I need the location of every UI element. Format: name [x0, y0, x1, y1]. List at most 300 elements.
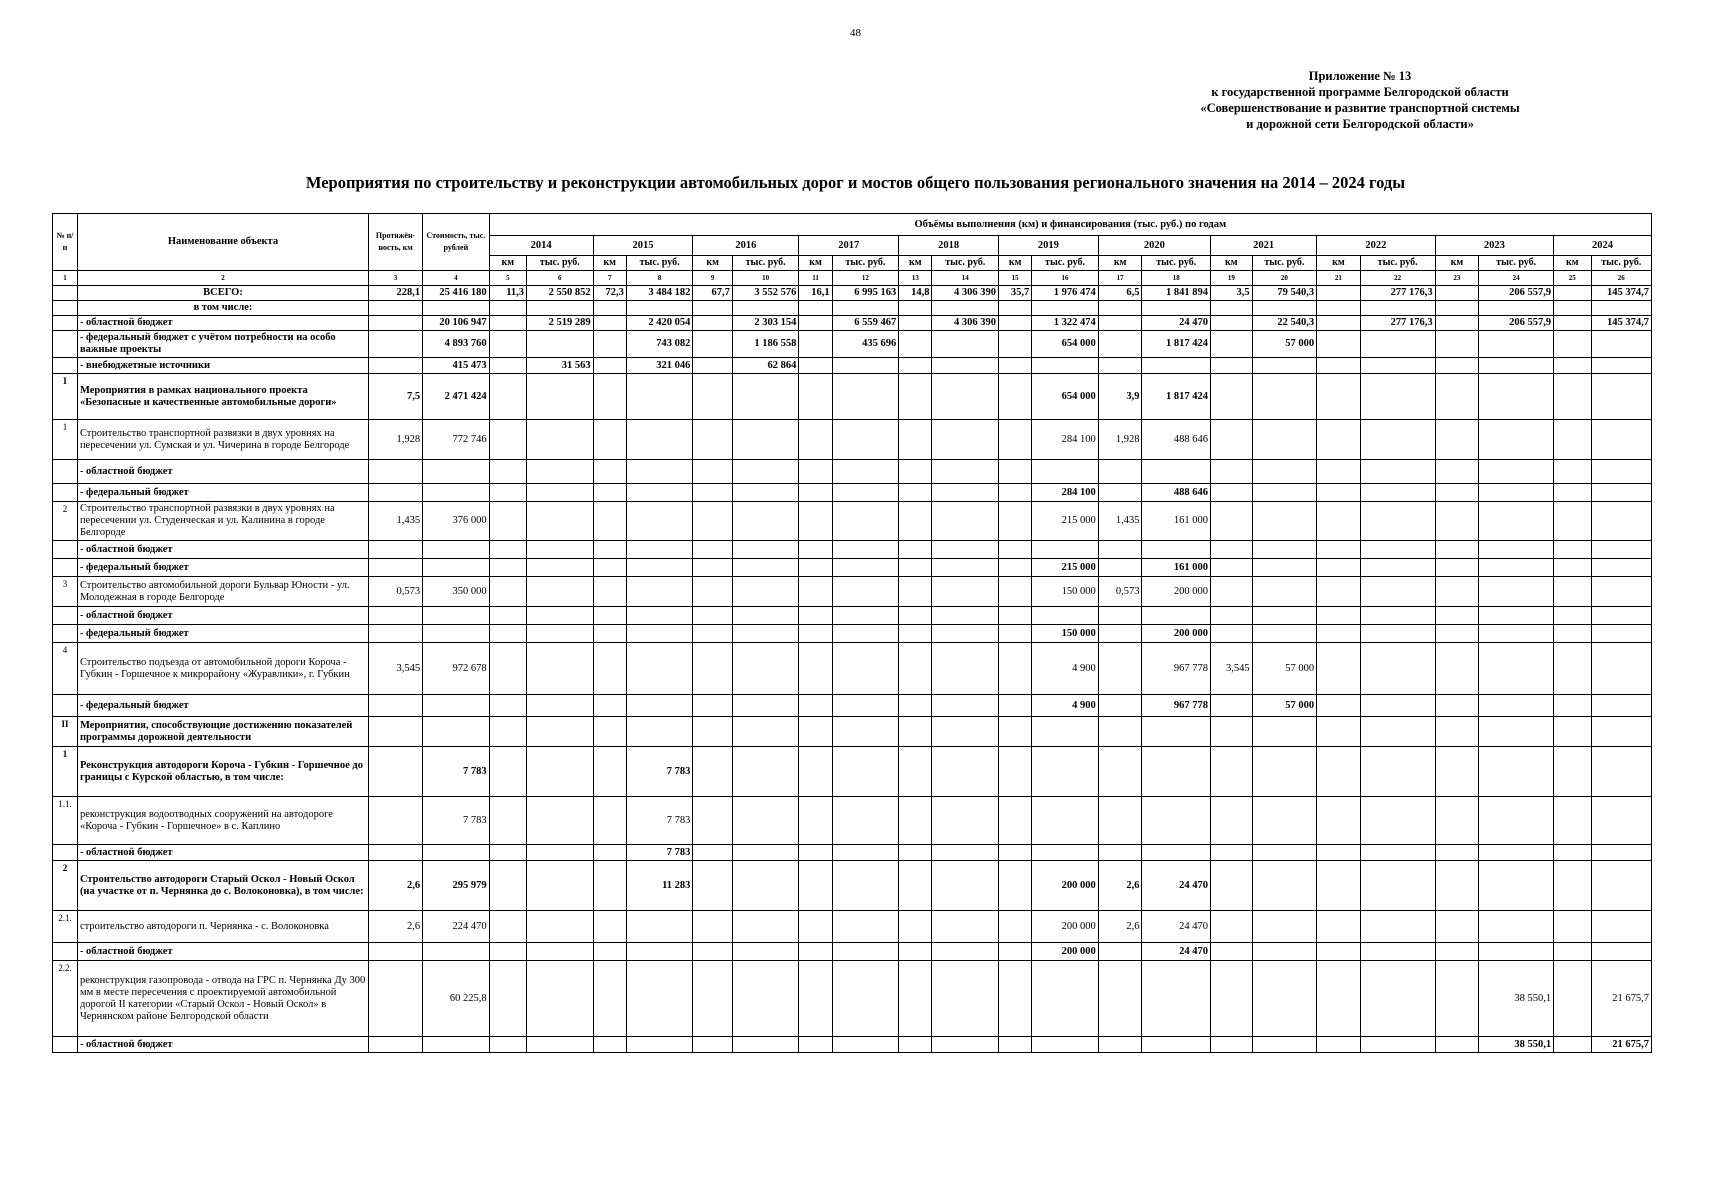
table-cell: 2 471 424: [423, 374, 490, 420]
table-cell: [489, 961, 526, 1037]
table-cell: [1591, 559, 1652, 577]
table-cell: [1098, 797, 1142, 845]
table-cell: [1032, 747, 1099, 797]
table-cell: 4 306 390: [932, 286, 999, 301]
table-cell: [593, 911, 626, 943]
table-cell: [489, 374, 526, 420]
table-cell: [693, 747, 733, 797]
table-cell: [693, 861, 733, 911]
column-number: 12: [832, 271, 899, 286]
table-cell: [899, 301, 932, 316]
table-cell: [899, 559, 932, 577]
table-cell: [1252, 358, 1316, 374]
table-cell: [593, 1037, 626, 1053]
table-row: [53, 316, 1652, 331]
table-cell: [899, 961, 932, 1037]
table-cell: 7 783: [626, 797, 693, 845]
table-cell: [799, 643, 832, 695]
table-row: [53, 845, 1652, 861]
table-cell: [1479, 943, 1554, 961]
table-cell: [998, 747, 1031, 797]
table-cell: [932, 460, 999, 484]
table-cell: [1360, 577, 1435, 607]
table-cell: [932, 502, 999, 541]
table-cell: [799, 943, 832, 961]
table-cell: [1098, 747, 1142, 797]
table-cell: [527, 943, 594, 961]
table-cell: [489, 541, 526, 559]
table-cell: [693, 420, 733, 460]
table-cell: [998, 861, 1031, 911]
table-cell: [1317, 316, 1361, 331]
object-name: - областной бюджет: [77, 607, 368, 625]
table-cell: [1435, 1037, 1479, 1053]
table-cell: [369, 961, 423, 1037]
table-cell: [1591, 943, 1652, 961]
table-cell: [593, 374, 626, 420]
table-cell: 21 675,7: [1591, 1037, 1652, 1053]
table-cell: [1360, 1037, 1435, 1053]
column-number: 13: [899, 271, 932, 286]
table-cell: [1211, 301, 1253, 316]
table-cell: 2 303 154: [732, 316, 799, 331]
table-cell: [1211, 1037, 1253, 1053]
table-cell: [1360, 484, 1435, 502]
table-cell: [1554, 643, 1591, 695]
row-number: [53, 286, 78, 301]
object-name: - федеральный бюджет с учётом потребности на особо важные проекты: [77, 331, 368, 358]
table-cell: [998, 559, 1031, 577]
table-cell: 2 550 852: [527, 286, 594, 301]
column-number: 16: [1032, 271, 1099, 286]
table-cell: [732, 541, 799, 559]
table-cell: [998, 911, 1031, 943]
table-cell: [1142, 358, 1211, 374]
object-name: - федеральный бюджет: [77, 559, 368, 577]
object-name: - областной бюджет: [77, 316, 368, 331]
column-number: 3: [369, 271, 423, 286]
table-cell: [489, 643, 526, 695]
header-unit-km: км: [693, 256, 733, 271]
table-cell: 2 420 054: [626, 316, 693, 331]
table-cell: [1142, 607, 1211, 625]
row-number: 1.1.: [53, 797, 78, 845]
table-cell: [732, 943, 799, 961]
table-cell: [1360, 502, 1435, 541]
table-cell: [693, 541, 733, 559]
table-cell: [593, 301, 626, 316]
table-cell: [998, 484, 1031, 502]
table-cell: 277 176,3: [1360, 286, 1435, 301]
table-cell: [693, 331, 733, 358]
table-cell: [1435, 625, 1479, 643]
table-cell: 24 470: [1142, 316, 1211, 331]
table-cell: 224 470: [423, 911, 490, 943]
table-cell: 3,5: [1211, 286, 1253, 301]
table-cell: [799, 577, 832, 607]
table-cell: 967 778: [1142, 643, 1211, 695]
table-cell: [1554, 695, 1591, 717]
table-cell: [1554, 316, 1591, 331]
table-cell: 72,3: [593, 286, 626, 301]
table-cell: [1591, 717, 1652, 747]
table-cell: [527, 911, 594, 943]
table-cell: [998, 717, 1031, 747]
table-cell: 14,8: [899, 286, 932, 301]
table-cell: 7 783: [626, 845, 693, 861]
table-cell: [626, 695, 693, 717]
table-cell: [593, 559, 626, 577]
table-cell: [998, 301, 1031, 316]
table-cell: [1479, 717, 1554, 747]
row-number: [53, 695, 78, 717]
table-cell: [1317, 301, 1361, 316]
table-cell: [1591, 625, 1652, 643]
table-cell: 6 559 467: [832, 316, 899, 331]
table-cell: [732, 797, 799, 845]
table-cell: [1142, 460, 1211, 484]
table-cell: [1554, 460, 1591, 484]
table-cell: [899, 695, 932, 717]
table-cell: [626, 374, 693, 420]
table-cell: [1098, 845, 1142, 861]
table-cell: [1479, 607, 1554, 625]
table-cell: 200 000: [1032, 943, 1099, 961]
row-number: 2.1.: [53, 911, 78, 943]
table-cell: 7 783: [626, 747, 693, 797]
table-cell: [1317, 331, 1361, 358]
table-cell: [1591, 643, 1652, 695]
table-cell: [1098, 541, 1142, 559]
table-cell: 435 696: [832, 331, 899, 358]
table-cell: [932, 717, 999, 747]
header-unit-rub: тыс. руб.: [1142, 256, 1211, 271]
table-cell: [799, 559, 832, 577]
table-cell: [527, 861, 594, 911]
table-cell: [998, 460, 1031, 484]
column-number: 22: [1360, 271, 1435, 286]
table-cell: [1591, 541, 1652, 559]
table-cell: [423, 607, 490, 625]
table-cell: 3,545: [369, 643, 423, 695]
table-cell: [1098, 301, 1142, 316]
table-cell: [693, 460, 733, 484]
header-unit-rub: тыс. руб.: [1591, 256, 1652, 271]
column-number: 10: [732, 271, 799, 286]
table-cell: [593, 695, 626, 717]
table-row: [53, 911, 1652, 943]
table-cell: [932, 374, 999, 420]
table-cell: [1591, 301, 1652, 316]
table-cell: [1317, 911, 1361, 943]
table-cell: [1317, 541, 1361, 559]
header-num: № п/п: [53, 214, 78, 271]
table-cell: [799, 541, 832, 559]
table-cell: [832, 358, 899, 374]
table-cell: [1252, 747, 1316, 797]
table-cell: [369, 331, 423, 358]
table-row: [53, 1037, 1652, 1053]
header-year: 2015: [593, 236, 693, 256]
object-name: - федеральный бюджет: [77, 484, 368, 502]
table-cell: [799, 961, 832, 1037]
table-cell: [489, 747, 526, 797]
table-cell: 2,6: [1098, 911, 1142, 943]
table-cell: [693, 374, 733, 420]
table-cell: [1435, 861, 1479, 911]
table-cell: [1211, 420, 1253, 460]
table-cell: [1032, 358, 1099, 374]
table-cell: [527, 717, 594, 747]
table-cell: [899, 797, 932, 845]
financing-table: [52, 213, 1652, 1053]
table-cell: [1435, 607, 1479, 625]
table-cell: [693, 911, 733, 943]
table-cell: 3 484 182: [626, 286, 693, 301]
table-cell: 24 470: [1142, 911, 1211, 943]
object-name: - областной бюджет: [77, 1037, 368, 1053]
table-cell: 22 540,3: [1252, 316, 1316, 331]
table-cell: [998, 374, 1031, 420]
table-cell: [369, 747, 423, 797]
table-cell: [1591, 695, 1652, 717]
header-unit-km: км: [1435, 256, 1479, 271]
table-cell: [1554, 502, 1591, 541]
row-number: 4: [53, 643, 78, 695]
object-name: Строительство транспортной развязки в двух уровнях на пересечении ул. Студенческая и ул. Калинина в городе Белгороде: [77, 502, 368, 541]
table-cell: [832, 541, 899, 559]
table-cell: [1554, 607, 1591, 625]
table-cell: [932, 911, 999, 943]
table-cell: 4 306 390: [932, 316, 999, 331]
object-name: ВСЕГО:: [77, 286, 368, 301]
table-cell: [732, 1037, 799, 1053]
table-cell: [932, 747, 999, 797]
row-number: [53, 358, 78, 374]
table-cell: [626, 625, 693, 643]
table-cell: [998, 331, 1031, 358]
header-unit-rub: тыс. руб.: [732, 256, 799, 271]
table-cell: [1360, 695, 1435, 717]
document-title: Мероприятия по строительству и реконструкции автомобильных дорог и мостов общего пользования регионального значения на 2014 – 2024 годы: [305, 173, 1406, 192]
table-cell: [832, 643, 899, 695]
table-cell: [593, 625, 626, 643]
table-cell: [1098, 717, 1142, 747]
table-cell: [799, 460, 832, 484]
table-cell: [693, 643, 733, 695]
table-cell: [998, 607, 1031, 625]
table-cell: [1098, 559, 1142, 577]
table-cell: 228,1: [369, 286, 423, 301]
row-number: [53, 625, 78, 643]
table-cell: [1554, 358, 1591, 374]
row-number: [53, 460, 78, 484]
table-cell: [1252, 845, 1316, 861]
table-cell: [527, 607, 594, 625]
column-number: 8: [626, 271, 693, 286]
table-cell: [1211, 961, 1253, 1037]
object-name: - областной бюджет: [77, 460, 368, 484]
table-cell: [369, 559, 423, 577]
table-row: [53, 460, 1652, 484]
table-cell: [1479, 577, 1554, 607]
table-cell: 3,545: [1211, 643, 1253, 695]
table-cell: [1098, 943, 1142, 961]
table-cell: [1317, 845, 1361, 861]
table-cell: [732, 420, 799, 460]
table-cell: [932, 484, 999, 502]
table-cell: [1032, 460, 1099, 484]
table-cell: [423, 460, 490, 484]
table-cell: [1252, 911, 1316, 943]
table-cell: [593, 316, 626, 331]
table-cell: [693, 559, 733, 577]
table-cell: [1360, 961, 1435, 1037]
table-cell: [932, 943, 999, 961]
table-cell: [1317, 559, 1361, 577]
table-cell: 7,5: [369, 374, 423, 420]
column-number: 19: [1211, 271, 1253, 286]
table-cell: [1252, 717, 1316, 747]
table-cell: [732, 961, 799, 1037]
table-cell: [489, 717, 526, 747]
table-cell: [489, 559, 526, 577]
object-name: - областной бюджет: [77, 541, 368, 559]
table-cell: [626, 460, 693, 484]
object-name: - федеральный бюджет: [77, 625, 368, 643]
table-cell: [527, 460, 594, 484]
table-cell: 24 470: [1142, 943, 1211, 961]
table-cell: 38 550,1: [1479, 1037, 1554, 1053]
table-cell: [1360, 331, 1435, 358]
table-cell: [1142, 747, 1211, 797]
page-number: 48: [850, 27, 861, 39]
table-cell: [832, 717, 899, 747]
table-cell: [832, 797, 899, 845]
table-cell: [626, 541, 693, 559]
appendix-line: Приложение № 13: [1308, 69, 1412, 83]
object-name: Строительство подъезда от автомобильной дороги Короча - Губкин - Горшечное к микрорайону «Журавлики», г. Губкин: [77, 643, 368, 695]
object-name: строительство автодороги п. Чернянка - с. Волоконовка: [77, 911, 368, 943]
table-cell: 2,6: [369, 861, 423, 911]
table-cell: [832, 845, 899, 861]
table-cell: [899, 358, 932, 374]
table-cell: 145 374,7: [1591, 316, 1652, 331]
row-number: [53, 559, 78, 577]
object-name: Реконструкция автодороги Короча - Губкин - Горшечное до границы с Курской областью, в том числе:: [77, 747, 368, 797]
table-cell: [423, 695, 490, 717]
table-cell: [1252, 460, 1316, 484]
table-cell: [1360, 747, 1435, 797]
table-cell: [1435, 358, 1479, 374]
table-cell: [1479, 643, 1554, 695]
column-number: 25: [1554, 271, 1591, 286]
table-cell: [1211, 577, 1253, 607]
table-cell: 38 550,1: [1479, 961, 1554, 1037]
table-cell: [626, 607, 693, 625]
table-cell: [1252, 374, 1316, 420]
table-cell: [899, 331, 932, 358]
table-cell: [1317, 358, 1361, 374]
table-cell: [593, 961, 626, 1037]
table-cell: [1554, 747, 1591, 797]
table-cell: [932, 420, 999, 460]
table-cell: [1032, 301, 1099, 316]
table-cell: [1142, 845, 1211, 861]
table-cell: [1360, 559, 1435, 577]
header-unit-rub: тыс. руб.: [1360, 256, 1435, 271]
table-cell: [1435, 845, 1479, 861]
table-cell: [799, 374, 832, 420]
table-cell: [1252, 625, 1316, 643]
table-cell: [369, 625, 423, 643]
header-year: 2014: [489, 236, 593, 256]
table-cell: 11 283: [626, 861, 693, 911]
header-unit-km: км: [593, 256, 626, 271]
table-cell: [1591, 747, 1652, 797]
object-name: Строительство автодороги Старый Оскол - Новый Оскол (на участке от п. Чернянка до с. Волоконовка), в том числе:: [77, 861, 368, 911]
table-cell: [1032, 541, 1099, 559]
table-cell: [1479, 861, 1554, 911]
table-cell: [1435, 316, 1479, 331]
table-cell: [1252, 961, 1316, 1037]
table-cell: [489, 943, 526, 961]
table-cell: [998, 316, 1031, 331]
table-cell: 4 893 760: [423, 331, 490, 358]
table-cell: [1211, 717, 1253, 747]
table-cell: [1479, 374, 1554, 420]
table-cell: [732, 625, 799, 643]
table-cell: 67,7: [693, 286, 733, 301]
table-cell: [732, 374, 799, 420]
table-cell: [832, 460, 899, 484]
table-cell: 7 783: [423, 797, 490, 845]
table-cell: [799, 607, 832, 625]
table-cell: [1252, 1037, 1316, 1053]
table-cell: 488 646: [1142, 484, 1211, 502]
table-cell: [369, 358, 423, 374]
table-cell: [1435, 747, 1479, 797]
table-row: [53, 420, 1652, 460]
table-cell: [1098, 625, 1142, 643]
table-cell: [832, 961, 899, 1037]
header-year: 2020: [1098, 236, 1210, 256]
table-cell: [1479, 460, 1554, 484]
table-cell: [1591, 861, 1652, 911]
table-cell: [799, 797, 832, 845]
table-cell: [998, 695, 1031, 717]
table-cell: [593, 331, 626, 358]
header-unit-km: км: [1554, 256, 1591, 271]
table-cell: [527, 797, 594, 845]
table-cell: [423, 1037, 490, 1053]
table-cell: 1 841 894: [1142, 286, 1211, 301]
table-cell: [626, 911, 693, 943]
table-cell: [369, 845, 423, 861]
table-cell: 1,435: [369, 502, 423, 541]
header-unit-km: км: [899, 256, 932, 271]
table-cell: [1554, 301, 1591, 316]
row-number: [53, 301, 78, 316]
column-number: 20: [1252, 271, 1316, 286]
table-cell: [1317, 286, 1361, 301]
table-cell: [1142, 717, 1211, 747]
table-cell: [1435, 484, 1479, 502]
table-cell: [1360, 358, 1435, 374]
table-cell: [489, 316, 526, 331]
table-cell: [626, 717, 693, 747]
table-cell: 31 563: [527, 358, 594, 374]
